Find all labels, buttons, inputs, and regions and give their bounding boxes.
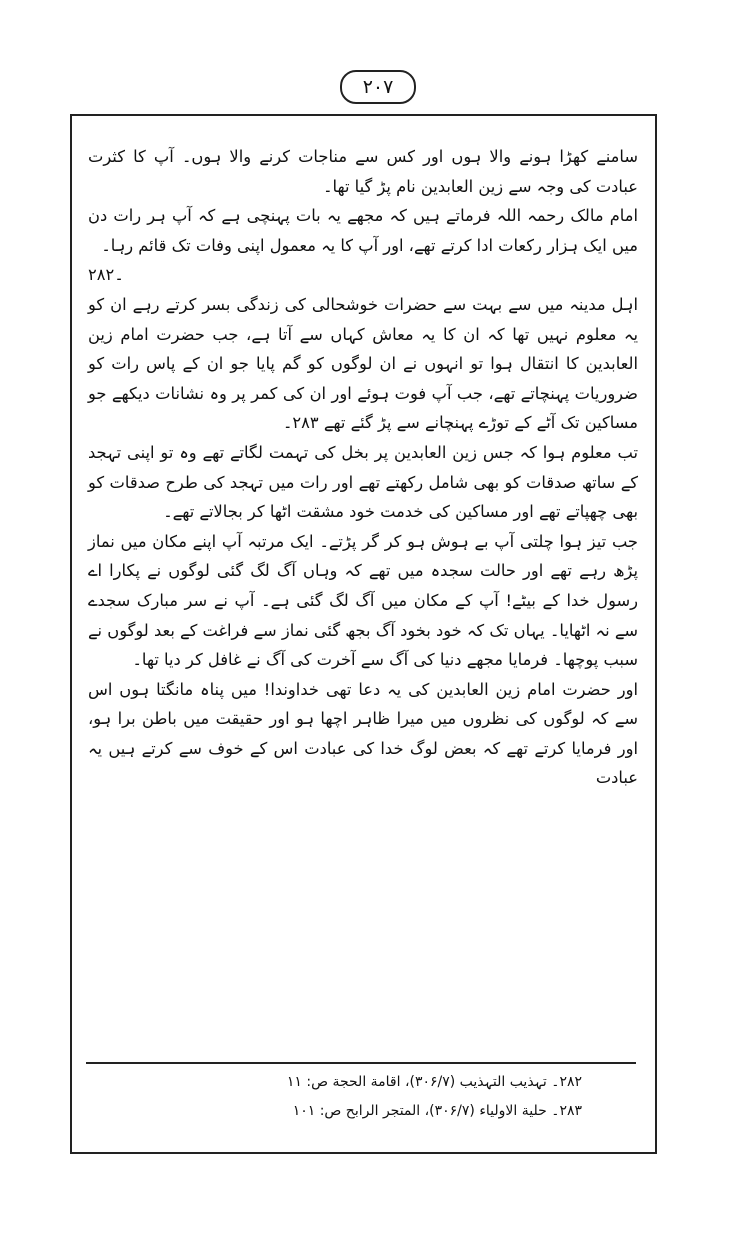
main-text bbox=[88, 142, 638, 793]
paragraph-1: سامنے کھڑا ہونے والا ہوں اور کس سے مناجات کرنے والا ہوں۔ آپ کا کثرت عبادت کی وجہ سے زین العابدین نام پڑ گیا تھا۔ bbox=[88, 147, 638, 196]
footnote-282: ۲۸۲۔ تہذیب التہذیب (۳۰۶/۷)، اقامة الحجة ص: ۱۱ bbox=[286, 1074, 582, 1090]
paragraph-5: جب تیز ہوا چلتی آپ بے ہوش ہو کر گر پڑتے۔ ایک مرتبہ آپ اپنے مکان میں نماز پڑھ رہے تھے اور حالت سجدہ میں تھے کہ وہاں آگ لگ گئی لوگوں نے پکارا اے رسول خدا کے بیٹے! آپ کے مکان میں آگ لگ گئی ہے۔ آپ نے سر مبارک سجدے سے نہ اٹھایا۔ یہاں تک کہ خود بخود آگ بجھ گئی نماز سے فراغت کے بعد لوگوں نے سبب پوچھا۔ فرمایا مجھے دنیا کی آگ سے آخرت کی آگ نے غافل کر دیا تھا۔ bbox=[88, 531, 638, 670]
paragraph-3: اہل مدینہ میں سے بہت سے حضرات خوشحالی کی زندگی بسر کرتے رہے ان کو یہ معلوم نہیں تھا کہ ان کا یہ معاش کہاں سے آتا ہے، جب حضرت امام زین العابدین کا انتقال ہوا تو انہوں نے ان لوگوں کو گم پایا جو ان کے پاس رات کو ضروریات پہنچاتے تھے، جب آپ فوت ہوئے اور ان کی کمر پر وہ نشانات دیکھے جو مساکین تک آٹے کے توڑے پہنچانے سے پڑ گئے تھے ۲۸۳۔ bbox=[88, 294, 638, 433]
footnotes bbox=[190, 1068, 582, 1126]
paragraph-6: اور حضرت امام زین العابدین کی یہ دعا تھی خداوندا! میں پناہ مانگتا ہوں اس سے کہ لوگوں کی نظروں میں میرا ظاہر اچھا ہو اور حقیقت میں باطن برا ہو، اور فرمایا کرتے تھے کہ بعض لوگ خدا کی عبادت اس کے خوف سے کرتے ہیں یہ عبادت bbox=[88, 679, 638, 788]
reference-marker-282: ۲۸۲۔ bbox=[88, 265, 124, 285]
page-number: ۲۰۷ bbox=[340, 70, 416, 104]
footnote-divider bbox=[86, 1062, 636, 1064]
paragraph-2: امام مالک رحمہ اللہ فرماتے ہیں کہ مجھے یہ بات پہنچی ہے کہ آپ ہر رات دن میں ایک ہزار رکعات ادا کرتے تھے، اور آپ کا یہ معمول اپنی وفات تک قائم رہا۔ bbox=[88, 206, 638, 255]
footnote-283: ۲۸۳۔ حلیة الاولیاء (۳۰۶/۷)، المتجر الرابح ص: ۱۰۱ bbox=[292, 1103, 582, 1119]
paragraph-4: تب معلوم ہوا کہ جس زین العابدین پر بخل کی تہمت لگاتے تھے وہ تو اپنی تہجد کے ساتھ صدقات کو بھی شامل رکھتے تھے اور رات میں تہجد کی طرح صدقات کو بھی چھپاتے تھے اور مساکین کی خدمت خود مشقت اٹھا کر بجالاتے تھے۔ bbox=[88, 442, 638, 522]
